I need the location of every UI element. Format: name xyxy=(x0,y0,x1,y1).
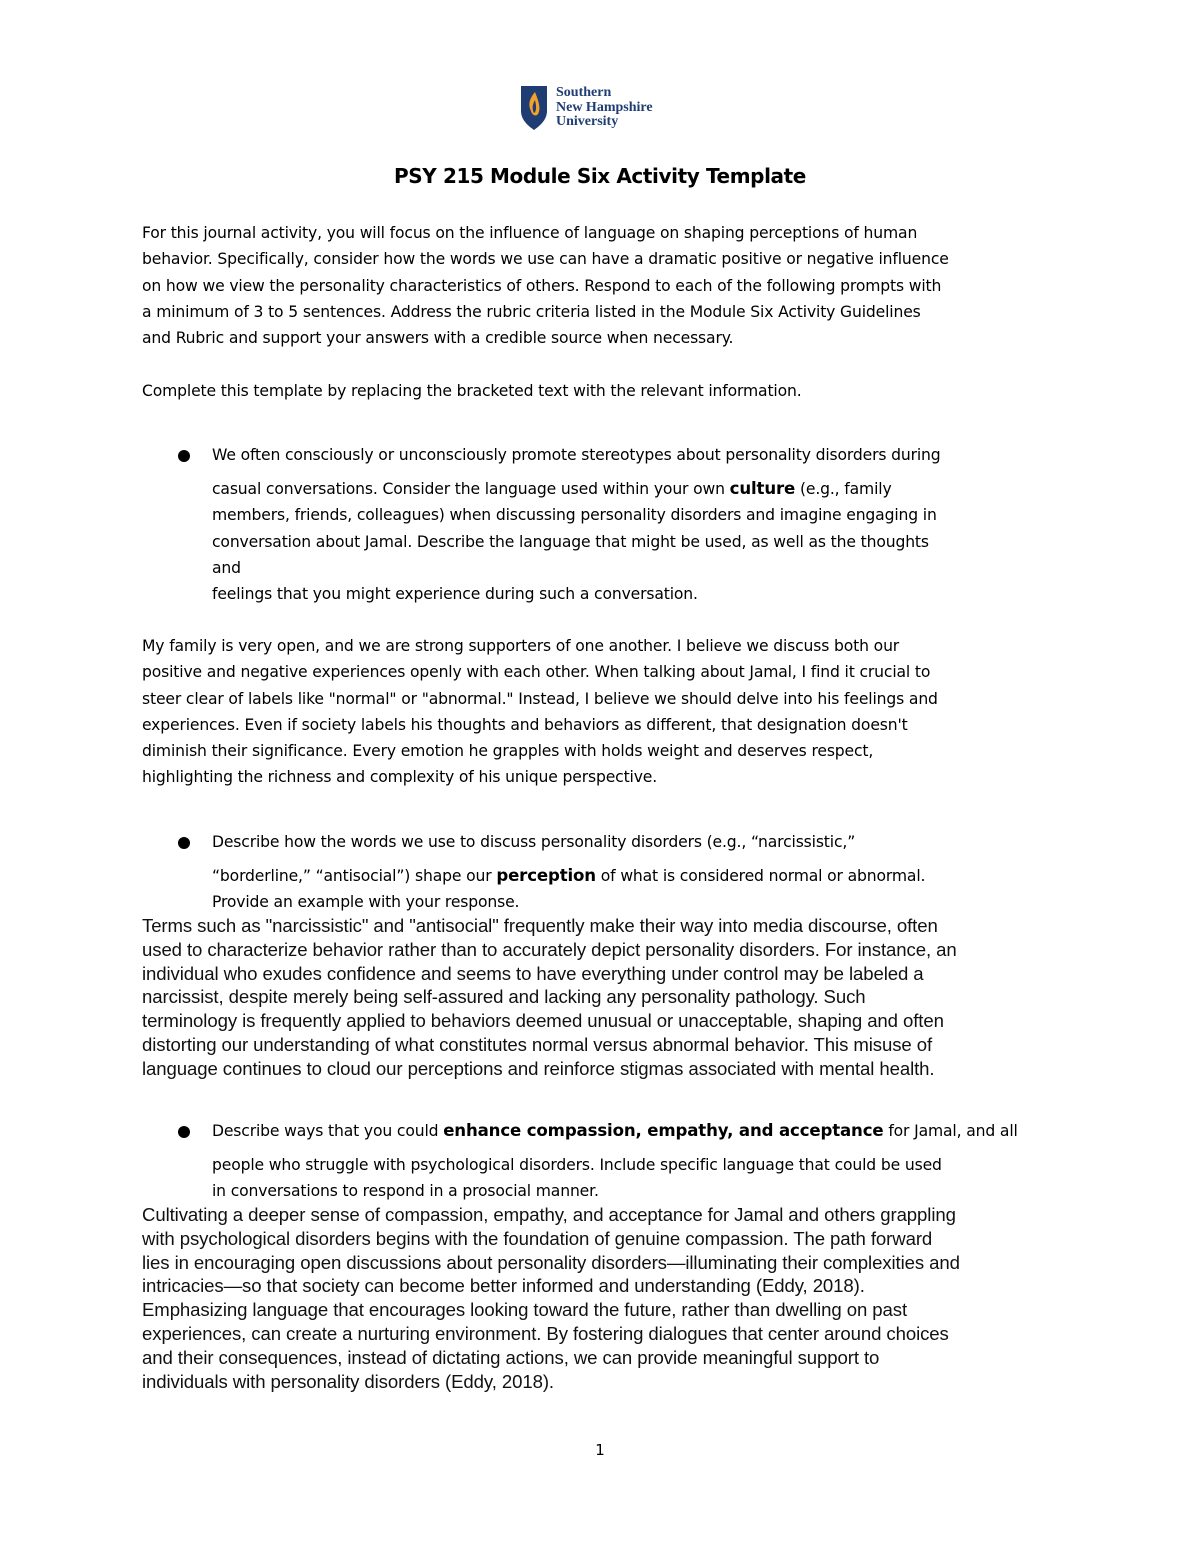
prompt-1-line: We often consciously or unconsciously promote stereotypes about personality disorders during xyxy=(212,446,941,464)
answer-3-line: Emphasizing language that encourages looking toward the future, rather than dwelling on past xyxy=(142,1299,908,1321)
bullet-icon xyxy=(178,1126,190,1138)
answer-1-line: positive and negative experiences openly with each other. When talking about Jamal, I find it crucial to xyxy=(142,663,931,682)
prompt-2-line: Provide an example with your response. xyxy=(212,893,520,912)
prompt-3-body xyxy=(212,1152,1042,1205)
prompt-1-line: members, friends, colleagues) when discussing personality disorders and imagine engaging in xyxy=(212,506,937,525)
prompt-3-line: Describe ways that you could enhance compassion, empathy, and acceptance for Jamal, and all xyxy=(212,1121,1018,1140)
bullet-icon xyxy=(178,450,190,462)
intro-line: behavior. Specifically, consider how the words we use can have a dramatic positive or negative influence xyxy=(142,250,949,269)
document-title: PSY 215 Module Six Activity Template xyxy=(394,164,806,188)
prompt-3-line: in conversations to respond in a prosocial manner. xyxy=(212,1182,599,1201)
prompt-1-line: casual conversations. Consider the language used within your own culture (e.g., family xyxy=(212,479,892,498)
prompt-3-line: people who struggle with psychological disorders. Include specific language that could be used xyxy=(212,1156,942,1174)
answer-3-line: and their consequences, instead of dictating actions, we can provide meaningful support to xyxy=(142,1346,880,1368)
emphasis-compassion: enhance compassion, empathy, and acceptance xyxy=(443,1121,884,1140)
snhu-wordmark xyxy=(556,86,653,130)
answer-3-line: Cultivating a deeper sense of compassion, empathy, and acceptance for Jamal and others grappling xyxy=(142,1204,956,1225)
bullet-icon xyxy=(178,837,190,849)
answer-3-line: with psychological disorders begins with the foundation of genuine compassion. The path forward xyxy=(142,1227,933,1249)
emphasis-culture: culture xyxy=(729,479,796,498)
answer-1-line: highlighting the richness and complexity of his unique perspective. xyxy=(142,768,658,787)
intro-line: a minimum of 3 to 5 sentences. Address the rubric criteria listed in the Module Six Activity Guidelines xyxy=(142,302,921,321)
answer-1-paragraph xyxy=(142,633,1062,791)
instruction-paragraph: Complete this template by replacing the bracketed text with the relevant information. xyxy=(142,382,802,400)
answer-3-paragraph xyxy=(142,1203,1072,1393)
prompt-1-line: conversation about Jamal. Describe the language that might be used, as well as the thoughts xyxy=(212,532,929,551)
answer-2-line: distorting our understanding of what constitutes normal versus abnormal behavior. This misuse of xyxy=(142,1033,933,1055)
answer-2-line: language continues to cloud our perceptions and reinforce stigmas associated with mental health. xyxy=(142,1057,935,1079)
prompt-1-line: and xyxy=(212,558,241,577)
prompt-1-line: feelings that you might experience during such a conversation. xyxy=(212,585,698,604)
logo-line-1: Southern xyxy=(556,85,612,101)
answer-3-line: intricacies—so that society can become better informed and understanding (Eddy, 2018). xyxy=(142,1275,865,1297)
prompt-1-body xyxy=(212,476,1042,607)
answer-1-line: My family is very open, and we are strong supporters of one another. I believe we discuss both our xyxy=(142,637,900,655)
prompt-2-body xyxy=(212,863,1042,916)
answer-1-line: diminish their significance. Every emotion he grapples with holds weight and deserves respect, xyxy=(142,742,874,761)
page-number: 1 xyxy=(595,1441,605,1459)
answer-2-paragraph xyxy=(142,914,1072,1081)
answer-3-line: lies in encouraging open discussions about personality disorders—illuminating their complexities and xyxy=(142,1251,960,1273)
logo-line-2: New Hampshire xyxy=(556,99,653,115)
intro-line: and Rubric and support your answers with a credible source when necessary. xyxy=(142,329,734,348)
intro-line: on how we view the personality characteristics of others. Respond to each of the following prompts with xyxy=(142,276,942,295)
emphasis-perception: perception xyxy=(496,866,596,885)
answer-2-line: used to characterize behavior rather than to accurately depict personality disorders. For instance, an xyxy=(142,938,957,960)
answer-1-line: experiences. Even if society labels his thoughts and behaviors as different, that designation doesn't xyxy=(142,715,908,734)
answer-2-line: narcissist, despite merely being self-assured and lacking any personality pathology. Such xyxy=(142,986,866,1008)
answer-3-line: individuals with personality disorders (Eddy, 2018). xyxy=(142,1370,554,1392)
answer-2-line: individual who exudes confidence and seems to have everything under control may be labeled a xyxy=(142,962,924,984)
logo-line-3: University xyxy=(556,114,619,130)
prompt-2-line: Describe how the words we use to discuss personality disorders (e.g., “narcissistic,” xyxy=(212,833,856,851)
intro-paragraph xyxy=(142,220,1062,351)
snhu-shield-icon xyxy=(520,85,548,131)
answer-3-line: experiences, can create a nurturing environment. By fostering dialogues that center around choices xyxy=(142,1322,949,1344)
prompt-2-line: “borderline,” “antisocial”) shape our perception of what is considered normal or abnormal. xyxy=(212,866,926,885)
answer-2-line: Terms such as "narcissistic" and "antisocial" frequently make their way into media discourse, often xyxy=(142,915,938,936)
answer-1-line: steer clear of labels like "normal" or "abnormal." Instead, I believe we should delve into his feelings and xyxy=(142,689,938,708)
snhu-logo xyxy=(520,84,653,132)
answer-2-line: terminology is frequently applied to behaviors deemed unusual or unacceptable, shaping and often xyxy=(142,1010,944,1032)
intro-line: For this journal activity, you will focus on the influence of language on shaping perceptions of human xyxy=(142,224,918,242)
